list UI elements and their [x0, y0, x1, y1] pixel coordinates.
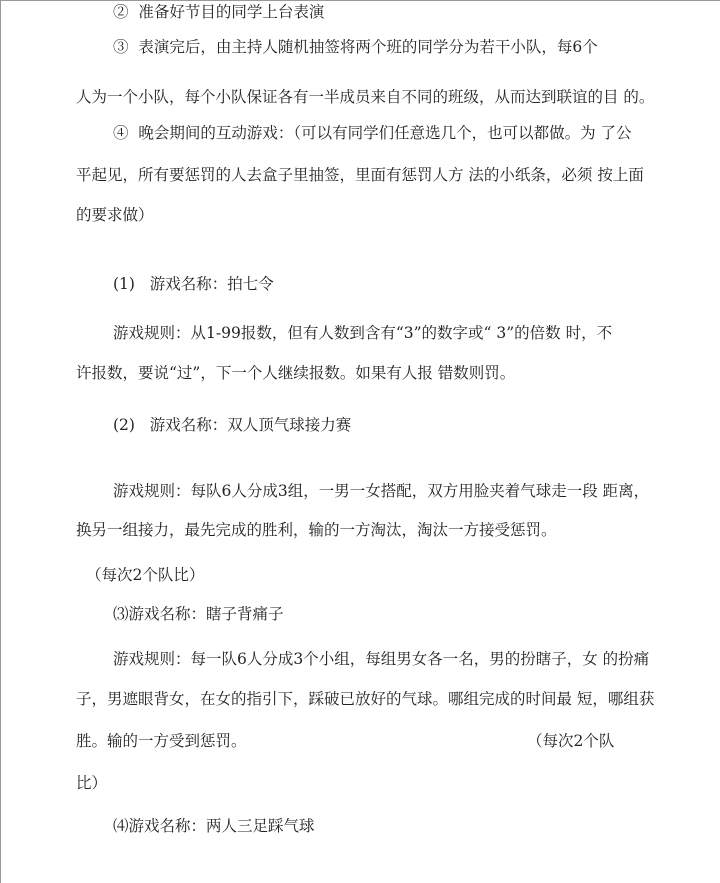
game-title: ⑶游戏名称：瞎子背痛子 — [113, 605, 284, 623]
game-title: (2) 游戏名称：双人顶气球接力赛 — [113, 416, 352, 434]
paragraph-line: （每次2个队比） — [86, 566, 205, 584]
paragraph-line: 许报数，要说“过”，下一个人继续报数。如果有人报 错数则罚。 — [76, 364, 516, 382]
paragraph-line: 胜。输的一方受到惩罚。 — [76, 732, 247, 750]
paragraph-line: 平起见，所有要惩罚的人去盒子里抽签，里面有惩罚人方 法的小纸条，必须 按上面 — [76, 166, 644, 184]
game-title: (1) 游戏名称：拍七令 — [113, 275, 274, 293]
paragraph-line: 游戏规则：从1-99报数，但有人数到含有“3”的数字或“ 3”的倍数 时，不 — [113, 324, 613, 342]
paragraph-line: 换另一组接力，最先完成的胜利，输的一方淘汰，淘汰一方接受惩罚。 — [76, 521, 557, 539]
paragraph-line: ② 准备好节目的同学上台表演 — [113, 3, 325, 21]
paragraph-line: 子，男遮眼背女，在女的指引下，踩破已放好的气球。哪组完成的时间最 短，哪组获 — [76, 690, 655, 708]
paragraph-line: 人为一个小队，每个小队保证各有一半成员来自不同的班级，从而达到联谊的目 的。 — [76, 88, 655, 106]
paragraph-line: ④ 晚会期间的互动游戏：（可以有同学们任意选几个，也可以都做。为 了公 — [113, 124, 632, 142]
paragraph-line: 游戏规则：每一队6人分成3个小组，每组男女各一名，男的扮瞎子，女 的扮痛 — [113, 650, 650, 668]
paragraph-line: （每次2个队 — [527, 732, 615, 750]
paragraph-line: 游戏规则：每队6人分成3组，一男一女搭配，双方用脸夹着气球走一段 距离， — [113, 482, 650, 500]
paragraph-line: ③ 表演完后，由主持人随机抽签将两个班的同学分为若干小队，每6个 — [113, 38, 598, 56]
paragraph-line: 的要求做） — [76, 206, 154, 224]
paragraph-line: 比） — [76, 774, 108, 792]
game-title: ⑷游戏名称：两人三足踩气球 — [113, 817, 315, 835]
